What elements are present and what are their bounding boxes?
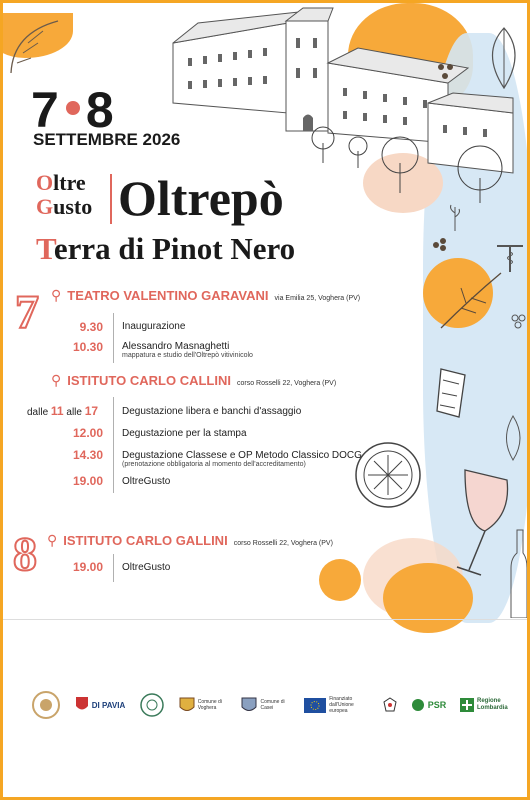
- venue-istituto-callini: ⚲ ISTITUTO CARLO CALLINI corso Rosselli 22, Voghera (PV): [51, 372, 337, 388]
- date-separator-dot: [66, 101, 80, 115]
- venue-teatro: ⚲ TEATRO VALENTINO GARAVANI via Emilia 25, Voghera (PV): [51, 287, 361, 303]
- bottle-cap-icon: [353, 440, 423, 510]
- event-title: Alessandro Masnaghetti mappatura e studio dell'Oltrepò vitivinicolo: [122, 341, 253, 359]
- corkscrew-icon: [493, 238, 527, 278]
- provincia-pavia-logo: DI PAVIA: [75, 696, 125, 714]
- event-title: Degustazione libera e banchi d'assaggio: [122, 406, 302, 417]
- venue-istituto-gallini: ⚲ ISTITUTO CARLO GALLINI corso Rosselli 22, Voghera (PV): [47, 532, 333, 548]
- eu-flag-logo: Finanziato dall'Unione europea: [304, 696, 369, 714]
- event-time: 19.00: [72, 560, 103, 574]
- event-time: 19.00: [72, 474, 103, 488]
- leaf-small-icon: [498, 413, 527, 463]
- date-day-2: 8: [85, 82, 115, 138]
- seal-logo: [139, 692, 165, 718]
- event-title: OltreGusto: [122, 476, 171, 487]
- timeline-divider: [113, 554, 114, 582]
- regione-lombardia-logo: Regione Lombardia: [460, 698, 511, 712]
- bottle-outline-icon: [503, 528, 527, 618]
- orange-circle-bottom: [319, 559, 361, 601]
- grapes-dots-icon: [435, 61, 459, 85]
- event-time: 12.00: [72, 426, 103, 440]
- event-title: Degustazione Classese e OP Metodo Classico DOCG (prenotazione obbligatoria al momento dell'accreditamento): [122, 450, 362, 468]
- event-title: Degustazione per la stampa: [122, 428, 247, 439]
- psr-logo: PSR: [411, 698, 447, 712]
- leaf-icon: [3, 13, 73, 83]
- timeline-divider: [113, 313, 114, 363]
- timeline-divider: [113, 397, 114, 493]
- event-title: OltreGusto: [122, 562, 171, 573]
- event-poster: [3, 3, 527, 797]
- grapes-icon: [431, 233, 451, 253]
- leaf-outline-icon: [481, 23, 527, 93]
- day-8-number: 8: [13, 528, 37, 581]
- date-day-1: 7: [31, 82, 60, 138]
- location-pin-icon: ⚲: [51, 287, 62, 303]
- day-7-number: 7: [15, 286, 39, 339]
- oltregusto-logo: Oltre Gusto: [36, 170, 93, 219]
- event-time: 10.30: [72, 340, 103, 354]
- grapes-bunch-icon: [511, 313, 527, 333]
- comune-voghera-logo: Comune di Voghera: [179, 695, 228, 715]
- footer-divider: [3, 619, 527, 620]
- event-time: 9.30: [79, 320, 103, 334]
- cork-icon: [433, 365, 473, 421]
- republic-emblem-logo: [383, 697, 397, 713]
- location-pin-icon: ⚲: [47, 532, 58, 548]
- event-title: Inaugurazione: [122, 321, 186, 332]
- page-title: Oltrepò: [118, 170, 284, 226]
- consorzio-logo: [31, 690, 61, 720]
- event-month: SETTEMBRE 2026: [33, 130, 181, 149]
- sponsor-logos: [31, 687, 511, 723]
- wheat-icon: [443, 203, 467, 233]
- event-time: 14.30: [72, 448, 103, 462]
- comune-casei-logo: Comune di Casei: [241, 695, 290, 715]
- page-subtitle: Terra di Pinot Nero: [36, 231, 296, 266]
- event-title-block: [36, 170, 284, 226]
- time-range: dalle 11 alle 17: [27, 404, 99, 418]
- location-pin-icon: ⚲: [51, 372, 62, 388]
- title-divider: [110, 174, 112, 224]
